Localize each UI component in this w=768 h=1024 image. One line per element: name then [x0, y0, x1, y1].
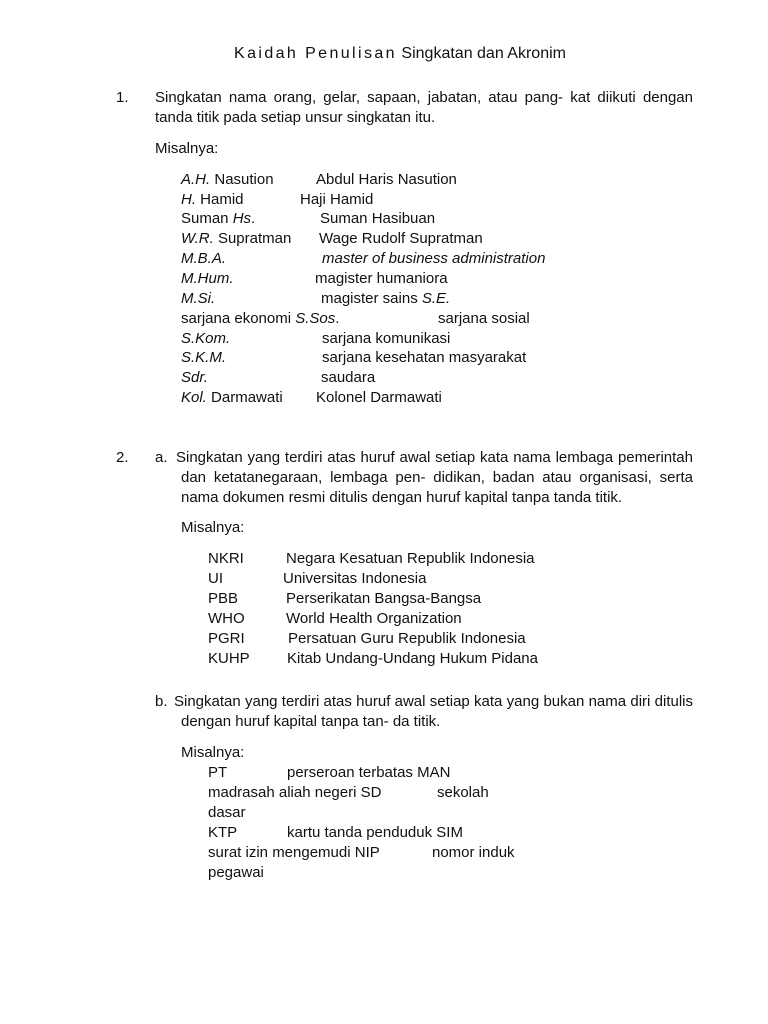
section-1-number: 1. — [116, 89, 129, 106]
title-spaced-part: Kaidah Penulisan — [234, 45, 397, 62]
title-rest-part: Singkatan dan Akronim — [401, 45, 566, 62]
section-2b-example-label: Misalnya: — [181, 744, 245, 761]
section-1-example-label: Misalnya: — [155, 140, 219, 157]
example-full: Perserikatan Bangsa-Bangsa — [286, 590, 482, 607]
example-abbr: Kol. Darmawati — [181, 389, 283, 406]
example-line-col1: surat izin mengemudi NIP — [208, 844, 380, 861]
example-full: Persatuan Guru Republik Indonesia — [288, 630, 526, 647]
example-abbr: H. Hamid — [181, 191, 244, 208]
example-abbr: PBB — [208, 590, 239, 607]
section-2b-label: b. — [155, 693, 168, 710]
example-abbr: Suman Hs. — [181, 210, 256, 227]
example-full: Kitab Undang-Undang Hukum Pidana — [287, 650, 538, 667]
example-abbr: M.B.A. — [181, 250, 227, 267]
example-abbr: sarjana ekonomi S.Sos. — [181, 310, 340, 327]
example-abbr: WHO — [208, 610, 245, 627]
example-line-col1: madrasah aliah negeri SD — [208, 784, 382, 801]
example-full: master of business administration — [322, 250, 546, 267]
example-full: Haji Hamid — [300, 191, 374, 208]
example-full: World Health Organization — [286, 610, 462, 627]
section-2-number: 2. — [116, 449, 129, 466]
example-abbr: PGRI — [208, 630, 245, 647]
example-abbr: S.K.M. — [181, 349, 227, 366]
example-full: saudara — [321, 369, 376, 386]
example-abbr: W.R. Supratman — [181, 230, 292, 247]
example-abbr: S.Kom. — [181, 330, 231, 347]
section-2a-text: dan ketatanegaraan, lembaga pen- didikan, badan atau organisasi, serta nama dokumen resmi ditulis dengan huruf kapital tanpa tanda titik. — [181, 469, 693, 506]
example-line-col1: KTP — [208, 824, 238, 841]
example-abbr: Sdr. — [181, 369, 208, 386]
example-full: Universitas Indonesia — [283, 570, 427, 587]
example-full: Negara Kesatuan Republik Indonesia — [286, 550, 535, 567]
example-full: sarjana kesehatan masyarakat — [322, 349, 527, 366]
example-line-col1: PT — [208, 764, 228, 781]
section-2a-example-label: Misalnya: — [181, 519, 245, 536]
example-full: Kolonel Darmawati — [316, 389, 442, 406]
section-2a-first-line: Singkatan yang terdiri atas huruf awal setiap kata nama lembaga pemerintah — [176, 449, 693, 466]
example-full: sarjana sosial — [438, 310, 530, 327]
example-abbr: NKRI — [208, 550, 244, 567]
example-line-col1: dasar — [208, 804, 246, 821]
section-2b-text: dengan huruf kapital tanpa tan- da titik. — [181, 713, 441, 730]
example-full: Abdul Haris Nasution — [316, 171, 457, 188]
page-title — [0, 44, 768, 64]
example-line-col2: kartu tanda penduduk SIM — [287, 824, 463, 841]
example-line-col2: nomor induk — [432, 844, 515, 861]
section-1-text: Singkatan nama orang, gelar, sapaan, jabatan, atau pang- kat diikuti dengan tanda titik pada setiap unsur singkatan itu. — [155, 89, 693, 126]
example-line-col2: sekolah — [437, 784, 489, 801]
example-full: magister humaniora — [315, 270, 448, 287]
example-full: Wage Rudolf Supratman — [319, 230, 483, 247]
example-abbr: M.Hum. — [181, 270, 234, 287]
section-2a-label: a. — [155, 449, 168, 466]
example-abbr: UI — [208, 570, 223, 587]
example-abbr: M.Si. — [181, 290, 216, 307]
example-line-col1: pegawai — [208, 864, 264, 881]
example-full: magister sains S.E. — [321, 290, 451, 307]
section-2b-first-line: Singkatan yang terdiri atas huruf awal setiap kata yang bukan nama diri ditulis — [174, 693, 693, 710]
example-abbr: A.H. Nasution — [181, 171, 274, 188]
example-line-col2: perseroan terbatas MAN — [287, 764, 451, 781]
example-full: Suman Hasibuan — [320, 210, 436, 227]
example-full: sarjana komunikasi — [322, 330, 451, 347]
example-abbr: KUHP — [208, 650, 250, 667]
